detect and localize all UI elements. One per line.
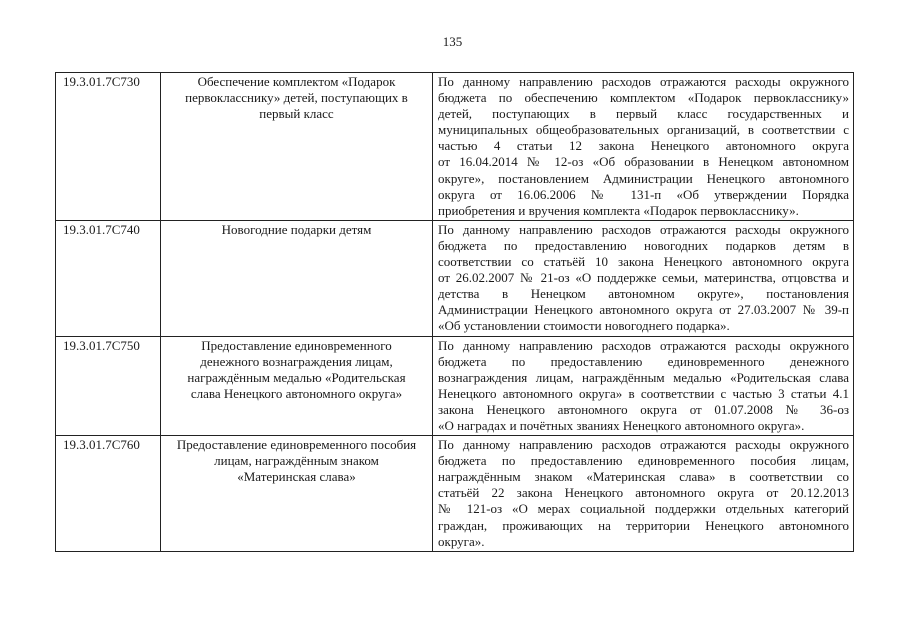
- description-line: Администрации Ненецкого автономного округа от 27.03.2007 № 39-п: [438, 302, 849, 318]
- name-line: слава Ненецкого автономного округа»: [190, 385, 403, 401]
- description-line: Ненецкого автономного округа» в соответствии с частью 3 статьи 4.1: [438, 385, 849, 401]
- description-line: округа».: [438, 533, 485, 549]
- description-line: По данному направлению расходов отражаются расходы окружного: [438, 221, 849, 237]
- description-line: вознаграждения лицам, награждённым медалью «Родительская слава: [438, 369, 849, 385]
- description-line: закона Ненецкого автономного округа от 01.07.2008 № 36-оз: [438, 401, 849, 417]
- description-line: статьёй 22 закона Ненецкого автономного округа от 20.12.2013: [438, 485, 849, 501]
- description-cell: [433, 436, 854, 552]
- description-line: округа от 16.06.2006 № 131-п «Об утверждении Порядка: [438, 186, 849, 202]
- table-row: [56, 336, 854, 436]
- description-line: частью 4 статьи 12 закона Ненецкого автономного округа: [438, 138, 849, 154]
- description-line: бюджета по предоставлению новогодних подарков детям в: [438, 237, 849, 253]
- description-line: По данному направлению расходов отражаются расходы окружного: [438, 437, 849, 453]
- name-line: первый класс: [259, 106, 334, 122]
- description-line: приобретения и вручения комплекта «Подарок первокласснику».: [438, 202, 799, 218]
- description-cell: [433, 220, 854, 336]
- name-line: лицам, награждённым знаком: [214, 453, 379, 469]
- description-line: бюджета по обеспечению комплектом «Подарок первокласснику»: [438, 90, 849, 106]
- description-line: от 16.04.2014 № 12-оз «Об образовании в Ненецком автономном: [438, 154, 849, 170]
- description-line: бюджета по предоставлению единовременного денежного: [438, 353, 849, 369]
- name-cell: [161, 336, 433, 436]
- table-row: [56, 73, 854, 221]
- description-line: муниципальных общеобразовательных организаций, в соответствии с: [438, 122, 849, 138]
- name-line: Предоставление единовременного пособия: [176, 437, 417, 453]
- table-row: [56, 220, 854, 336]
- description-line: детей, поступающих в первый класс государственных и: [438, 106, 849, 122]
- page-number: 135: [442, 34, 463, 49]
- description-line: соответствии со статьёй 10 закона Ненецкого автономного округа: [438, 254, 849, 270]
- code-cell: 19.3.01.7С750: [56, 336, 161, 436]
- name-cell: [161, 220, 433, 336]
- name-line: Предоставление единовременного: [201, 337, 392, 353]
- description-line: граждан, проживающих на территории Ненецкого автономного: [438, 517, 849, 533]
- name-line: денежного вознаграждения лицам,: [200, 353, 393, 369]
- code-cell: 19.3.01.7С730: [56, 73, 161, 221]
- name-line: «Материнская слава»: [237, 469, 356, 485]
- description-line: детства в Ненецком автономном округе», постановления: [438, 286, 849, 302]
- name-line: награждённым медалью «Родительская: [187, 369, 406, 385]
- description-line: «О наградах и почётных званиях Ненецкого автономного округа».: [438, 417, 805, 433]
- code-cell: 19.3.01.7С740: [56, 220, 161, 336]
- name-line: первокласснику» детей, поступающих в: [185, 90, 408, 106]
- description-line: бюджета по предоставлению единовременного пособия лицам,: [438, 453, 849, 469]
- code-cell: 19.3.01.7С760: [56, 436, 161, 552]
- description-line: от 26.02.2007 № 21-оз «О поддержке семьи, материнства, отцовства и: [438, 270, 849, 286]
- budget-classification-table: [55, 72, 854, 552]
- description-line: № 121-оз «О мерах социальной поддержки отдельных категорий: [438, 501, 849, 517]
- name-line: Новогодние подарки детям: [221, 221, 372, 237]
- description-line: По данному направлению расходов отражаются расходы окружного: [438, 337, 849, 353]
- description-cell: [433, 73, 854, 221]
- name-line: Обеспечение комплектом «Подарок: [197, 74, 396, 89]
- description-line: По данному направлению расходов отражаются расходы окружного: [438, 74, 849, 89]
- name-cell: [161, 73, 433, 221]
- description-line: округе», постановлением Администрации Ненецкого автономного: [438, 170, 849, 186]
- description-cell: [433, 336, 854, 436]
- description-line: «Об установлении стоимости новогоднего подарка».: [438, 318, 730, 334]
- table-row: [56, 436, 854, 552]
- table-body: [56, 73, 854, 552]
- name-cell: [161, 436, 433, 552]
- description-line: награждённым знаком «Материнская слава» в соответствии со: [438, 469, 849, 485]
